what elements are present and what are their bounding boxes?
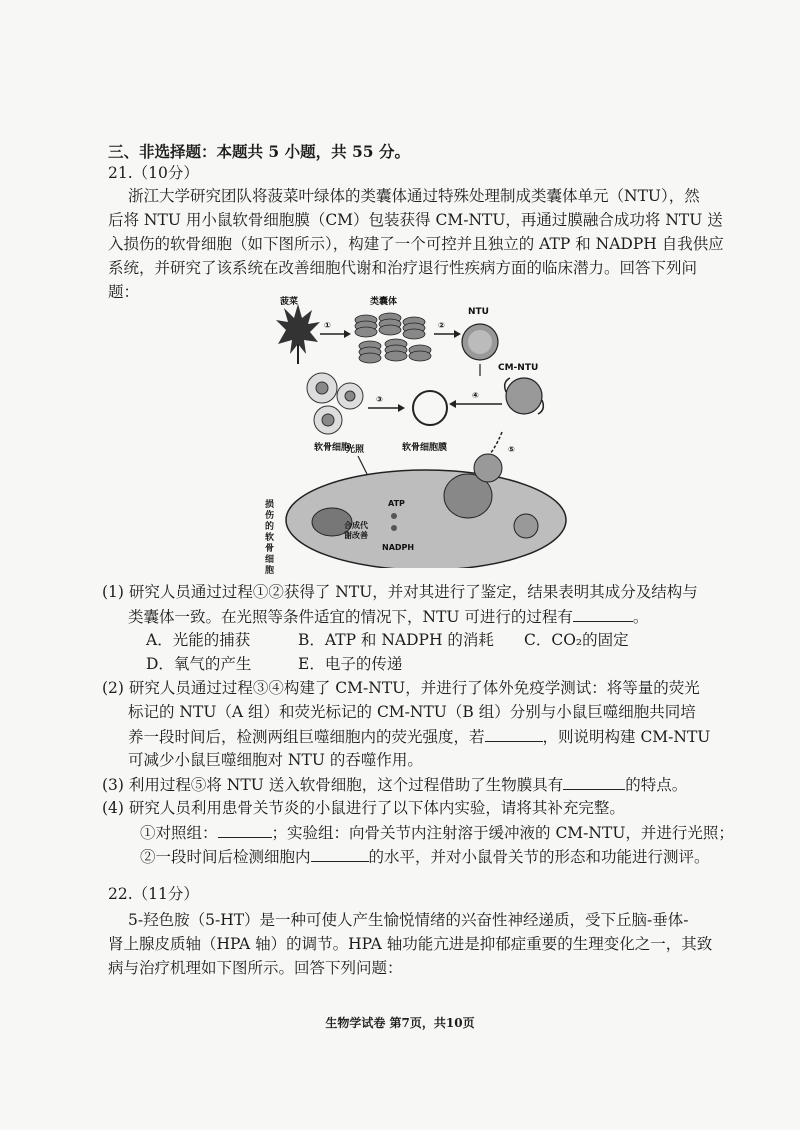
q22-intro-line: 病与治疗机理如下图所示。回答下列问题： [108, 959, 403, 977]
cm-ntu-particle-icon [505, 378, 544, 414]
label-atp: ATP [388, 499, 405, 508]
q21-part4-detect-end: 的水平，并对小鼠骨关节的形态和功能进行测评。 [368, 848, 710, 866]
chondrocyte-membrane-icon [413, 391, 447, 425]
q21-intro-line: 入损伤的软骨细胞（如下图所示），构建了一个可控并且独立的 ATP 和 NADPH 自我供应 [108, 235, 724, 253]
q21-part2-line3 [128, 726, 710, 747]
label-light: 光照 [346, 445, 365, 455]
page-footer: 生物学试卷 第7页，共10页 [325, 1016, 475, 1030]
q21-part3-line [102, 774, 687, 795]
label-metabolism: 合成代 [344, 521, 368, 530]
label-metabolism-2: 谢改善 [344, 531, 368, 540]
q21-part1-end: 。 [632, 608, 649, 626]
q21-part3-end: 的特点。 [625, 776, 688, 794]
q21-part2-text-end: ，则说明构建 CM-NTU [542, 728, 711, 746]
section-header: 三、非选择题：本题共 5 小题，共 55 分。 [108, 142, 410, 161]
q21-part4-experiment: ；实验组：向骨关节内注射溶于缓冲液的 CM-NTU，并进行光照； [271, 824, 734, 842]
q21-part4-detect: ②一段时间后检测细胞内 [140, 848, 311, 866]
q21-part4-line2 [140, 822, 734, 843]
q21-part2-text: 养一段时间后，检测两组巨噬细胞内的荧光强度，若 [128, 728, 485, 746]
q21-intro-line: 系统，并研究了该系统在改善细胞代谢和治疗退行性疾病方面的临床潜力。回答下列问 [108, 259, 698, 277]
step-1: ① [324, 321, 331, 330]
label-ntu: NTU [468, 307, 489, 317]
ntu-particle-icon [462, 324, 498, 360]
label-spinach: 菠菜 [280, 297, 299, 307]
q21-part4-line3 [140, 846, 710, 867]
q21-intro-line: 浙江大学研究团队将菠菜叶绿体的类囊体通过特殊处理制成类囊体单元（NTU），然 [128, 187, 700, 205]
option-e: E．电子的传递 [298, 655, 403, 673]
q21-intro-line: 后将 NTU 用小鼠软骨细胞膜（CM）包装获得 CM-NTU，再通过膜融合成功将 NTU 送 [108, 211, 723, 229]
q22-intro-line: 肾上腺皮质轴（HPA 轴）的调节。HPA 轴功能亢进是抑郁症重要的生理变化之一，其致 [108, 935, 713, 953]
step-3: ③ [376, 395, 383, 404]
q21-part2-line2: 标记的 NTU（A 组）和荧光标记的 CM-NTU（B 组）分别与小鼠巨噬细胞共同培 [128, 703, 696, 721]
label-damaged-cell: 损伤的软骨细胞 [265, 500, 275, 576]
label-cm-ntu: CM-NTU [498, 363, 539, 373]
answer-blank-3[interactable] [563, 774, 625, 790]
label-chondrocyte: 软骨细胞 [314, 443, 351, 453]
option-d: D．氧气的产生 [146, 655, 252, 673]
q21-part2-line4: 可减少小鼠巨噬细胞对 NTU 的吞噬作用。 [128, 751, 423, 769]
option-c: C．CO₂的固定 [524, 631, 629, 649]
ntu-process-diagram [258, 292, 568, 568]
q21-part4-line1: (4) 研究人员利用患骨关节炎的小鼠进行了以下体内实验，请将其补充完整。 [102, 799, 625, 817]
q21-part1-line2 [128, 606, 648, 627]
q21-part4-control: ①对照组： [140, 824, 218, 842]
spinach-leaf-icon [276, 304, 320, 364]
answer-blank-5[interactable] [311, 846, 369, 862]
step-4: ④ [472, 391, 479, 400]
step-2: ② [438, 321, 445, 330]
q21-part1-line1: (1) 研究人员通过过程①②获得了 NTU，并对其进行了鉴定，结果表明其成分及结构与 [102, 583, 698, 601]
question-22-number: 22.（11分） [108, 885, 199, 903]
q22-intro-line: 5-羟色胺（5-HT）是一种可使人产生愉悦情绪的兴奋性神经递质，受下丘脑-垂体- [128, 911, 689, 929]
label-nadph: NADPH [382, 543, 415, 552]
answer-blank-1[interactable] [573, 606, 633, 622]
step-5: ⑤ [508, 445, 515, 454]
question-21-number: 21.（10分） [108, 164, 199, 182]
q21-part3-text: (3) 利用过程⑤将 NTU 送入软骨细胞，这个过程借助了生物膜具有 [102, 776, 564, 794]
thylakoid-stacks-icon [355, 313, 431, 363]
option-b: B．ATP 和 NADPH 的消耗 [298, 631, 494, 649]
option-a: A．光能的捕获 [146, 631, 251, 649]
answer-blank-4[interactable] [218, 822, 272, 838]
answer-blank-2[interactable] [485, 726, 543, 742]
damaged-chondrocyte-icon [286, 454, 566, 568]
q21-part1-text: 类囊体一致。在光照等条件适宜的情况下，NTU 可进行的过程有 [128, 608, 573, 626]
q21-part2-line1: (2) 研究人员通过过程③④构建了 CM-NTU，并进行了体外免疫学测试：将等量的荧光 [102, 679, 700, 697]
label-chondrocyte-membrane: 软骨细胞膜 [402, 443, 448, 453]
chondrocyte-cells-icon [307, 373, 363, 434]
label-thylakoid: 类囊体 [370, 297, 398, 307]
q21-intro-line: 题： [108, 283, 140, 301]
